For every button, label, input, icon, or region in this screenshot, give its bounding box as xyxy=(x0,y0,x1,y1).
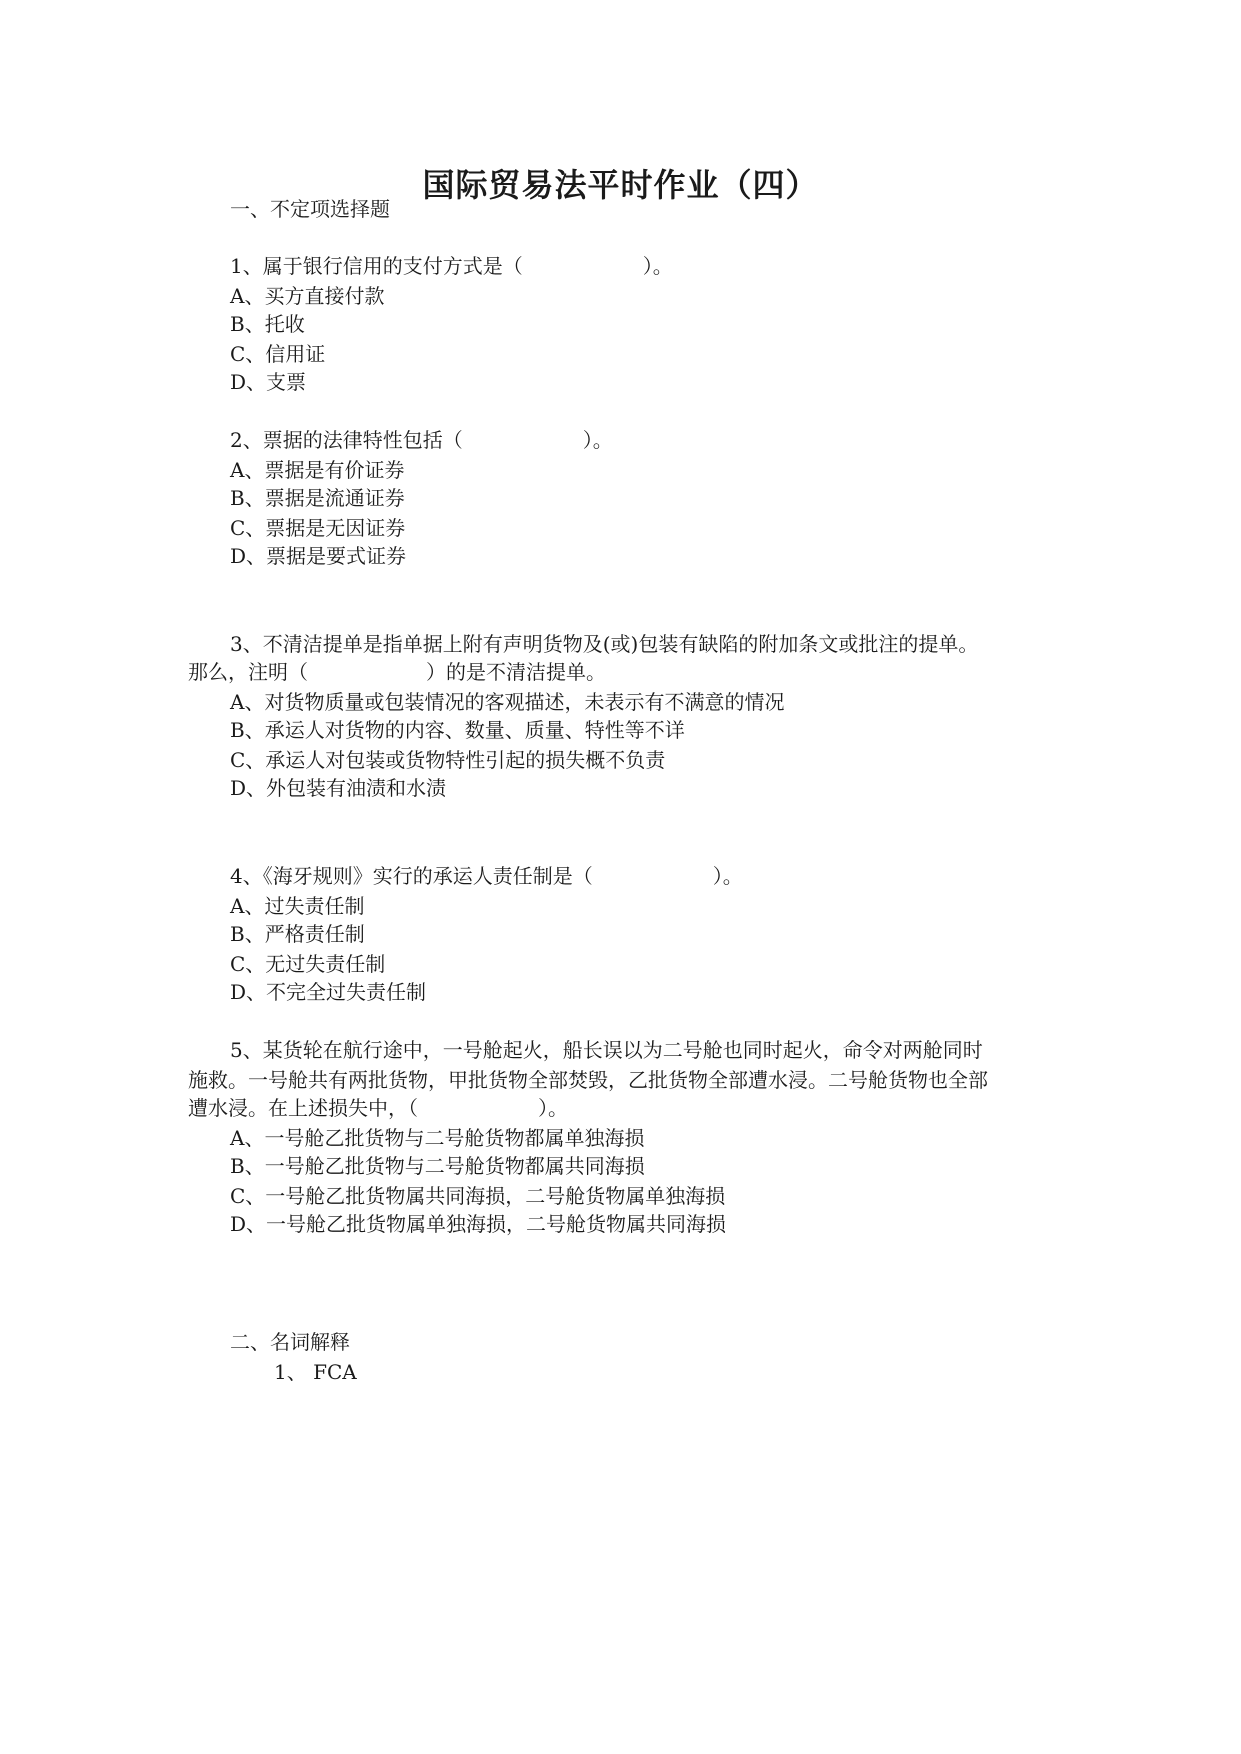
question-5-stem-end: ）。 xyxy=(538,1096,568,1120)
question-1-stem xyxy=(230,252,673,280)
question-5-stem-line-3 xyxy=(188,1094,568,1122)
question-5-stem-text: 遭水浸。在上述损失中，（ xyxy=(188,1096,418,1120)
question-2-option-d: D、票据是要式证券 xyxy=(230,544,407,568)
question-1-stem-end: ）。 xyxy=(642,254,673,278)
question-4-stem xyxy=(230,862,743,890)
question-3-stem-line-2 xyxy=(188,658,606,686)
question-1-stem-text: 1、属于银行信用的支付方式是（ xyxy=(230,254,523,278)
question-4-option-a: A、过失责任制 xyxy=(230,894,365,918)
question-2-stem-text: 2、票据的法律特性包括（ xyxy=(230,428,463,452)
question-5-option-c: C、一号舱乙批货物属共同海损，二号舱货物属单独海损 xyxy=(230,1184,726,1208)
question-1-option-c: C、信用证 xyxy=(230,342,326,366)
section-heading-term-explanation: 二、名词解释 xyxy=(230,1330,350,1354)
question-2-option-a: A、票据是有价证券 xyxy=(230,458,405,482)
question-4-option-d: D、不完全过失责任制 xyxy=(230,980,427,1004)
question-2-stem xyxy=(230,426,613,454)
question-4-option-c: C、无过失责任制 xyxy=(230,952,386,976)
question-5-stem-line-1: 5、某货轮在航行途中，一号舱起火，船长误以为二号舱也同时起火，命令对两舱同时 xyxy=(230,1038,983,1062)
question-1-option-d: D、支票 xyxy=(230,370,307,394)
question-4-option-b: B、严格责任制 xyxy=(230,922,365,946)
question-3-option-b: B、承运人对货物的内容、数量、质量、特性等不详 xyxy=(230,718,685,742)
question-5-option-d: D、一号舱乙批货物属单独海损，二号舱货物属共同海损 xyxy=(230,1212,727,1236)
question-3-stem-text: 那么，注明（ xyxy=(188,660,308,684)
question-1-option-a: A、买方直接付款 xyxy=(230,284,385,308)
question-5-option-a: A、一号舱乙批货物与二号舱货物都属单独海损 xyxy=(230,1126,645,1150)
question-5-option-b: B、一号舱乙批货物与二号舱货物都属共同海损 xyxy=(230,1154,645,1178)
question-3-option-a: A、对货物质量或包装情况的客观描述，未表示有不满意的情况 xyxy=(230,690,785,714)
question-1-option-b: B、托收 xyxy=(230,312,305,336)
question-3-option-d: D、外包装有油渍和水渍 xyxy=(230,776,447,800)
question-3-stem-end: ）的是不清洁提单。 xyxy=(426,660,606,684)
question-4-stem-end: ）。 xyxy=(712,864,743,888)
question-2-option-c: C、票据是无因证券 xyxy=(230,516,406,540)
term-item-1: 1、 FCA xyxy=(274,1360,357,1384)
question-2-stem-end: ）。 xyxy=(582,428,613,452)
question-3-option-c: C、承运人对包装或货物特性引起的损失概不负责 xyxy=(230,748,666,772)
section-heading-multiple-choice: 一、不定项选择题 xyxy=(230,197,390,221)
question-3-stem-line-1: 3、不清洁提单是指单据上附有声明货物及(或)包装有缺陷的附加条文或批注的提单。 xyxy=(230,632,979,656)
question-5-stem-line-2: 施救。一号舱共有两批货物，甲批货物全部焚毁，乙批货物全部遭水浸。二号舱货物也全部 xyxy=(188,1068,988,1092)
question-4-stem-text: 4、《海牙规则》实行的承运人责任制是（ xyxy=(230,864,593,888)
page-title: 国际贸易法平时作业（四） xyxy=(422,166,819,204)
question-2-option-b: B、票据是流通证券 xyxy=(230,486,405,510)
